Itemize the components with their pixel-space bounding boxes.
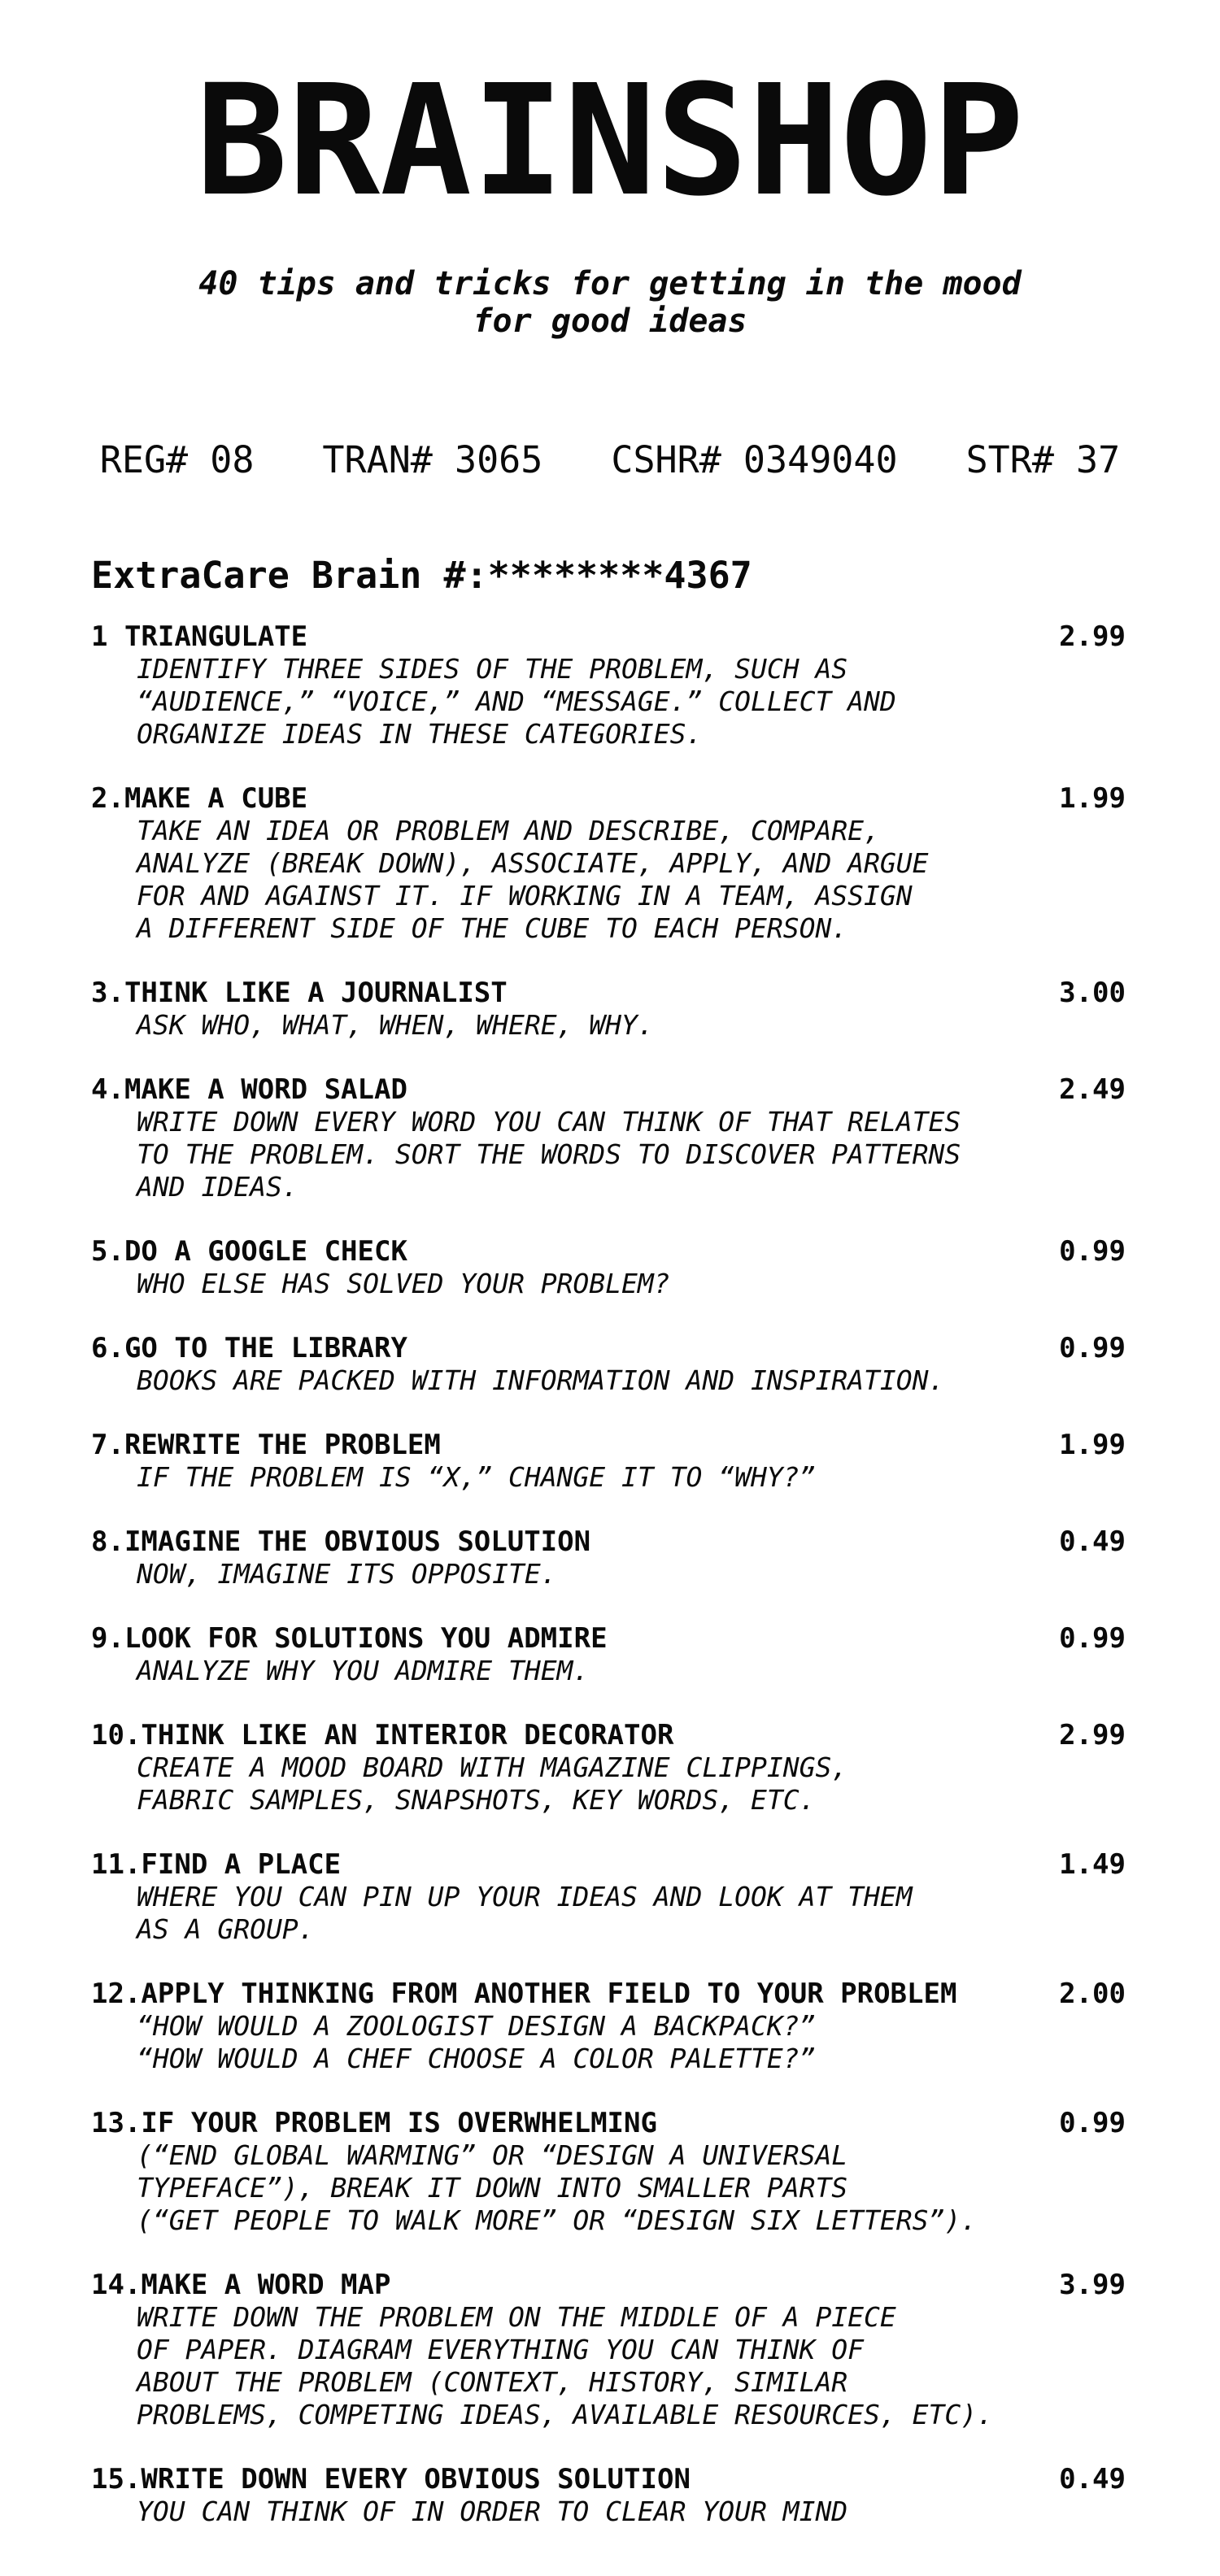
item-description: TAKE AN IDEA OR PROBLEM AND DESCRIBE, COMPARE, ANALYZE (BREAK DOWN), ASSOCIATE, APPLY, AND ARGUE FOR AND AGAINST IT. IF WORKING IN A TEAM, ASSIGN A DIFFERENT SIDE OF THE CUBE TO EACH PERSON. [137, 815, 929, 944]
list-item [91, 1074, 1140, 1203]
item-description: BOOKS ARE PACKED WITH INFORMATION AND INSPIRATION. [137, 1364, 945, 1396]
item-price: 0.99 [1059, 1235, 1126, 1268]
item-description: WRITE DOWN EVERY WORD YOU CAN THINK OF THAT RELATES TO THE PROBLEM. SORT THE WORDS TO DISCOVER PATTERNS AND IDEAS. [137, 1106, 961, 1203]
item-name: 9.LOOK FOR SOLUTIONS YOU ADMIRE [91, 1622, 608, 1655]
list-item [91, 1429, 1140, 1494]
store-number: STR# 37 [965, 438, 1121, 481]
item-name: 10.THINK LIKE AN INTERIOR DECORATOR [91, 1719, 674, 1751]
item-name: 5.DO A GOOGLE CHECK [91, 1235, 407, 1268]
item-name: 14.MAKE A WORD MAP [91, 2269, 391, 2301]
item-price: 0.49 [1059, 2463, 1126, 2496]
item-description: WHO ELSE HAS SOLVED YOUR PROBLEM? [137, 1268, 670, 1299]
item-header [91, 1978, 1140, 2009]
item-price: 2.00 [1059, 1978, 1126, 2010]
list-item [91, 1720, 1140, 1817]
item-header [91, 1849, 1140, 1880]
item-price: 0.99 [1059, 1622, 1126, 1655]
item-price: 1.99 [1059, 782, 1126, 815]
item-header [91, 1333, 1140, 1364]
item-description: WRITE DOWN THE PROBLEM ON THE MIDDLE OF A PIECE OF PAPER. DIAGRAM EVERYTHING YOU CAN THINK OF ABOUT THE PROBLEM (CONTEXT, HISTORY, SIMILAR PROBLEMS, COMPETING IDEAS, AVAILABLE RESOURCES, ETC). [137, 2301, 993, 2430]
item-description: CREATE A MOOD BOARD WITH MAGAZINE CLIPPINGS, FABRIC SAMPLES, SNAPSHOTS, KEY WORDS, ETC. [137, 1751, 848, 1816]
item-name: 7.REWRITE THE PROBLEM [91, 1429, 441, 1461]
item-header [91, 1623, 1140, 1654]
item-description: ASK WHO, WHAT, WHEN, WHERE, WHY. [137, 1009, 654, 1041]
item-name: 15.WRITE DOWN EVERY OBVIOUS SOLUTION [91, 2463, 691, 2496]
list-item [91, 1978, 1140, 2075]
page-title: BRAINSHOP [195, 52, 1025, 230]
item-header [91, 1074, 1140, 1105]
transaction-number: TRAN# 3065 [322, 438, 543, 481]
item-description: “HOW WOULD A ZOOLOGIST DESIGN A BACKPACK?” “HOW WOULD A CHEF CHOOSE A COLOR PALETTE?” [137, 2010, 816, 2074]
list-item [91, 1333, 1140, 1397]
item-price: 0.99 [1059, 1332, 1126, 1364]
list-item [91, 621, 1140, 751]
extracare-card-number: ExtraCare Brain #:********4367 [91, 554, 752, 597]
item-header [91, 1526, 1140, 1557]
item-name: 3.THINK LIKE A JOURNALIST [91, 977, 508, 1009]
subtitle [122, 265, 1098, 340]
list-item [91, 977, 1140, 1042]
item-name: 1 TRIANGULATE [91, 620, 308, 653]
item-header [91, 1720, 1140, 1751]
list-item [91, 2108, 1140, 2237]
register-number: REG# 08 [99, 438, 255, 481]
item-description: IDENTIFY THREE SIDES OF THE PROBLEM, SUCH AS “AUDIENCE,” “VOICE,” AND “MESSAGE.” COLLECT AND ORGANIZE IDEAS IN THESE CATEGORIES. [137, 653, 896, 750]
item-header [91, 1236, 1140, 1267]
item-header [91, 2108, 1140, 2139]
list-item [91, 1526, 1140, 1590]
item-price: 0.99 [1059, 2107, 1126, 2139]
item-name: 6.GO TO THE LIBRARY [91, 1332, 407, 1364]
item-header [91, 783, 1140, 814]
item-header [91, 977, 1140, 1008]
item-price: 2.99 [1059, 1719, 1126, 1751]
list-item [91, 783, 1140, 945]
register-info-line [0, 437, 1220, 483]
item-name: 4.MAKE A WORD SALAD [91, 1073, 407, 1106]
list-item [91, 2269, 1140, 2431]
item-list [91, 621, 1140, 2561]
item-name: 8.IMAGINE THE OBVIOUS SOLUTION [91, 1525, 591, 1558]
subtitle-line-2: for good ideas [473, 302, 747, 340]
list-item [91, 1236, 1140, 1300]
item-price: 0.49 [1059, 1525, 1126, 1558]
item-name: 11.FIND A PLACE [91, 1848, 342, 1881]
item-header [91, 2269, 1140, 2300]
item-description: IF THE PROBLEM IS “X,” CHANGE IT TO “WHY?” [137, 1461, 816, 1493]
item-description: (“END GLOBAL WARMING” OR “DESIGN A UNIVERSAL TYPEFACE”), BREAK IT DOWN INTO SMALLER PARTS (“GET PEOPLE TO WALK MORE” OR “DESIGN SIX LETTERS”). [137, 2139, 978, 2236]
item-name: 13.IF YOUR PROBLEM IS OVERWHELMING [91, 2107, 657, 2139]
subtitle-line-1: 40 tips and tricks for getting in the mood [198, 265, 1022, 302]
list-item [91, 1849, 1140, 1946]
item-price: 3.00 [1059, 977, 1126, 1009]
item-header [91, 1429, 1140, 1460]
list-item [91, 2464, 1140, 2528]
item-name: 12.APPLY THINKING FROM ANOTHER FIELD TO YOUR PROBLEM [91, 1978, 957, 2010]
item-description: ANALYZE WHY YOU ADMIRE THEM. [137, 1655, 590, 1686]
item-description: YOU CAN THINK OF IN ORDER TO CLEAR YOUR MIND [137, 2496, 848, 2527]
item-name: 2.MAKE A CUBE [91, 782, 308, 815]
item-description: NOW, IMAGINE ITS OPPOSITE. [137, 1558, 557, 1590]
item-price: 1.99 [1059, 1429, 1126, 1461]
item-description: WHERE YOU CAN PIN UP YOUR IDEAS AND LOOK AT THEM AS A GROUP. [137, 1881, 913, 1945]
item-price: 3.99 [1059, 2269, 1126, 2301]
item-price: 2.49 [1059, 1073, 1126, 1106]
item-price: 2.99 [1059, 620, 1126, 653]
item-header [91, 2464, 1140, 2495]
cashier-number: CSHR# 0349040 [611, 438, 898, 481]
item-header [91, 621, 1140, 652]
list-item [91, 1623, 1140, 1687]
item-price: 1.49 [1059, 1848, 1126, 1881]
